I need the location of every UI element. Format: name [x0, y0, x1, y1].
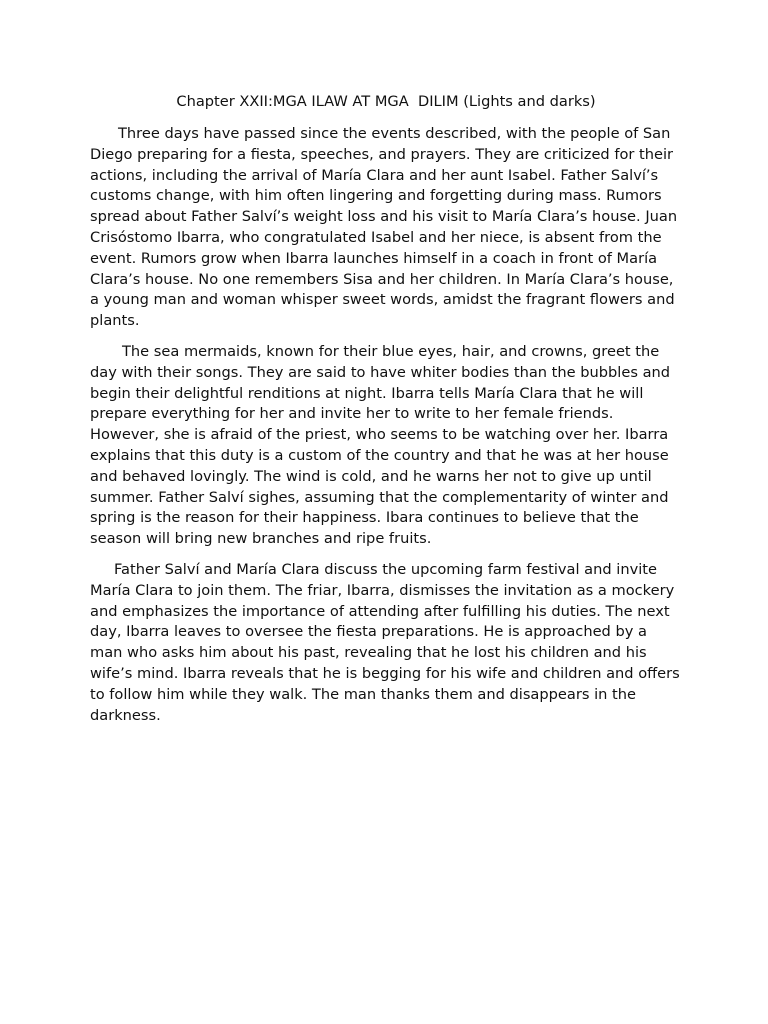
chapter-title: Chapter XXII:MGA ILAW AT MGA DILIM (Lights and darks): [176, 93, 596, 110]
paragraph-1: Three days have passed since the events described, with the people of San Diego preparing for a fiesta, speeches, and prayers. They are criticized for their actions, including the arrival of María Clara and her aunt Isabel. Father Salví’s customs change, with him often lingering and forgetting during mass. Rumors spread about Father Salví’s weight loss and his visit to María Clara’s house. Juan Crisóstomo Ibarra, who congratulated Isabel and her niece, is absent from the event. Rumors grow when Ibarra launches himself in a coach in front of María Clara’s house. No one remembers Sisa and her children. In María Clara’s house, a young man and woman whisper sweet words, amidst the fragrant flowers and plants.: [90, 125, 682, 330]
document-page: [90, 92, 685, 736]
paragraph-2: The sea mermaids, known for their blue eyes, hair, and crowns, greet the day with their songs. They are said to have whiter bodies than the bubbles and begin their delightful renditions at night. Ibarra tells María Clara that he will prepare everything for her and invite her to write to her female friends. However, she is afraid of the priest, who seems to be watching over her. Ibarra explains that this duty is a custom of the country and that he was at her house and behaved lovingly. The wind is cold, and he warns her not to give up until summer. Father Salví sighes, assuming that the complementarity of winter and spring is the reason for their happiness. Ibara continues to believe that the season will bring new branches and ripe fruits.: [90, 342, 675, 548]
paragraph-3: Father Salví and María Clara discuss the upcoming farm festival and invite María Clara to join them. The friar, Ibarra, dismisses the invitation as a mockery and emphasizes the importance of attending after fulfilling his duties. The next day, Ibarra leaves to oversee the fiesta preparations. He is approached by a man who asks him about his past, revealing that he lost his children and his wife’s mind. Ibarra reveals that he is begging for his wife and children and offers to follow him while they walk. The man thanks them and disappears in the darkness.: [90, 560, 685, 724]
